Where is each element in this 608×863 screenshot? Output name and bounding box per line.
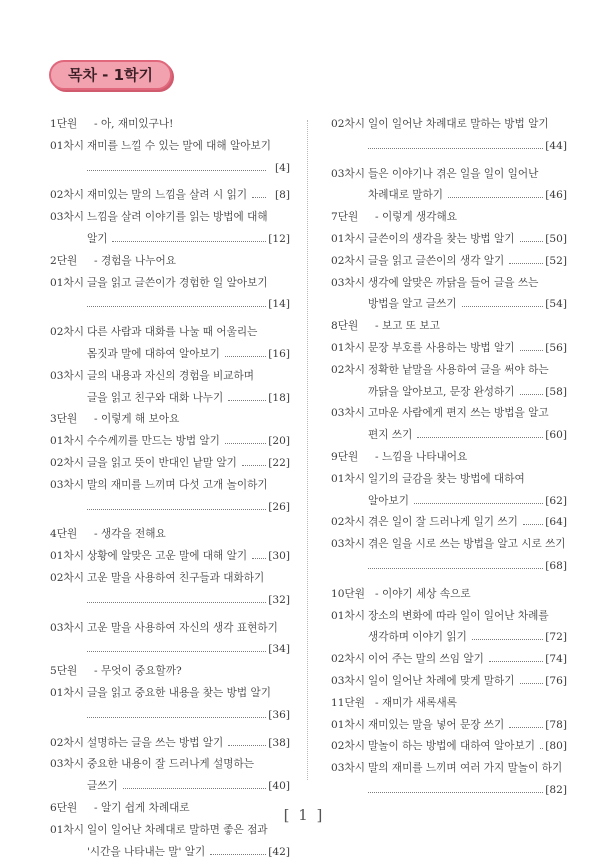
toc-entry-text: 일기의 글감을 찾는 방법에 대하여 bbox=[368, 469, 525, 491]
toc-entry-label: 5단원 bbox=[50, 661, 77, 683]
toc-entry-text: 이어 주는 말의 쓰임 알기 bbox=[368, 649, 484, 671]
toc-entry-text: 고운 말을 사용하여 친구들과 대화하기 bbox=[87, 568, 264, 590]
toc-entry bbox=[331, 114, 567, 136]
toc-page-ref: [68] bbox=[545, 556, 567, 578]
toc-entry-label: 03차시 bbox=[331, 403, 365, 425]
toc-unit-heading bbox=[50, 114, 290, 136]
toc-leader-dots bbox=[87, 602, 266, 603]
toc-page-ref: [20] bbox=[268, 431, 290, 453]
toc-right-column bbox=[331, 114, 567, 802]
toc-entry-label: 01차시 bbox=[50, 273, 84, 295]
toc-entry-text: 고마운 사람에게 편지 쓰는 방법을 알고 bbox=[368, 403, 549, 425]
toc-leader-dots bbox=[87, 306, 266, 307]
toc-entry-text: 일이 일어난 차례대로 말하면 좋은 점과 bbox=[87, 820, 268, 842]
toc-entry-continuation bbox=[50, 388, 290, 410]
toc-page-ref: [62] bbox=[545, 491, 567, 513]
toc-entry-text: 몸짓과 말에 대하여 알아보기 bbox=[87, 344, 220, 366]
toc-entry-continuation bbox=[50, 294, 290, 316]
toc-entry bbox=[50, 322, 290, 344]
toc-entry-label: 01차시 bbox=[331, 606, 365, 628]
toc-page-ref: [46] bbox=[545, 185, 567, 207]
toc-unit-heading bbox=[331, 447, 567, 469]
toc-entry-text: - 재미가 새록새록 bbox=[375, 693, 457, 715]
toc-leader-dots bbox=[228, 745, 266, 746]
toc-entry-continuation bbox=[50, 590, 290, 612]
toc-page-ref: [56] bbox=[545, 338, 567, 360]
toc-page-ref: [38] bbox=[268, 733, 290, 755]
toc-entry-continuation bbox=[50, 842, 290, 863]
toc-leader-dots bbox=[225, 356, 266, 357]
toc-entry-continuation bbox=[50, 344, 290, 366]
toc-entry bbox=[50, 453, 290, 475]
toc-entry-label: 9단원 bbox=[331, 447, 358, 469]
toc-entry-continuation bbox=[50, 776, 290, 798]
toc-page-ref: [82] bbox=[545, 780, 567, 802]
toc-entry bbox=[331, 403, 567, 425]
toc-page-ref: [74] bbox=[545, 649, 567, 671]
toc-leader-dots bbox=[87, 717, 266, 718]
toc-page-ref: [40] bbox=[268, 776, 290, 798]
toc-entry-text: - 무엇이 중요할까? bbox=[94, 661, 182, 683]
toc-entry-continuation bbox=[331, 556, 567, 578]
toc-entry bbox=[50, 273, 290, 295]
toc-entry-label: 01차시 bbox=[331, 715, 365, 737]
toc-entry-text: 알아보기 bbox=[368, 491, 409, 513]
toc-leader-dots bbox=[520, 241, 543, 242]
toc-entry-text: 일이 일어난 차례대로 말하는 방법 알기 bbox=[368, 114, 549, 136]
toc-leader-dots bbox=[210, 854, 266, 855]
toc-entry-text: 일이 일어난 차례에 맞게 말하기 bbox=[368, 671, 515, 693]
toc-page-ref: [54] bbox=[545, 294, 567, 316]
toc-entry-label: 02차시 bbox=[50, 185, 84, 207]
toc-entry-label: 02차시 bbox=[50, 568, 84, 590]
toc-leader-dots bbox=[472, 639, 543, 640]
toc-entry-label: 01차시 bbox=[331, 338, 365, 360]
toc-page-ref: [78] bbox=[545, 715, 567, 737]
toc-unit-heading bbox=[50, 251, 290, 273]
toc-entry-label: 3단원 bbox=[50, 409, 77, 431]
toc-entry-label: 02차시 bbox=[331, 360, 365, 382]
toc-unit-heading bbox=[331, 693, 567, 715]
toc-entry-text: 생각하며 이야기 읽기 bbox=[368, 627, 467, 649]
toc-entry-continuation bbox=[331, 627, 567, 649]
toc-entry-text: 고운 말을 사용하여 자신의 생각 표현하기 bbox=[87, 618, 278, 640]
toc-entry-text: - 보고 또 보고 bbox=[375, 316, 440, 338]
toc-entry-text: 들은 이야기나 겪은 일을 일이 일어난 bbox=[368, 164, 538, 186]
toc-entry bbox=[50, 207, 290, 229]
toc-entry-text: - 느낌을 나타내어요 bbox=[375, 447, 467, 469]
page-number: [ 1 ] bbox=[0, 806, 608, 824]
toc-entry-text: 장소의 변화에 따라 일이 일어난 차례를 bbox=[368, 606, 549, 628]
toc-entry-text: 글을 읽고 글쓴이가 경험한 일 알아보기 bbox=[87, 273, 268, 295]
toc-entry-text: 편지 쓰기 bbox=[368, 425, 412, 447]
toc-leader-dots bbox=[414, 503, 543, 504]
toc-entry-label: 4단원 bbox=[50, 524, 77, 546]
toc-entry-label: 02차시 bbox=[331, 649, 365, 671]
toc-page-ref: [80] bbox=[545, 736, 567, 758]
toc-entry-label: 01차시 bbox=[50, 820, 84, 842]
toc-entry-label: 01차시 bbox=[50, 683, 84, 705]
toc-entry bbox=[331, 273, 567, 295]
toc-left-column bbox=[50, 114, 290, 863]
toc-leader-dots bbox=[520, 350, 543, 351]
toc-page-ref: [12] bbox=[268, 229, 290, 251]
toc-page-ref: [36] bbox=[268, 705, 290, 727]
toc-entry-label: 03차시 bbox=[50, 207, 84, 229]
toc-leader-dots bbox=[509, 263, 543, 264]
toc-leader-dots bbox=[228, 400, 266, 401]
toc-entry-label: 03차시 bbox=[331, 164, 365, 186]
toc-entry-text: 말의 재미를 느끼며 다섯 고개 놀이하기 bbox=[87, 475, 268, 497]
toc-leader-dots bbox=[520, 683, 543, 684]
toc-entry-label: 01차시 bbox=[50, 136, 84, 158]
toc-page-ref: [14] bbox=[268, 294, 290, 316]
toc-entry-text: - 생각을 전해요 bbox=[94, 524, 166, 546]
toc-unit-heading bbox=[50, 524, 290, 546]
toc-page-ref: [8] bbox=[275, 185, 290, 207]
toc-leader-dots bbox=[252, 558, 266, 559]
toc-entry-label: 03차시 bbox=[50, 366, 84, 388]
toc-leader-dots bbox=[123, 788, 266, 789]
toc-entry-text: 설명하는 글을 쓰는 방법 알기 bbox=[87, 733, 223, 755]
toc-page-ref: [64] bbox=[545, 512, 567, 534]
toc-leader-dots bbox=[520, 394, 543, 395]
toc-entry-label: 2단원 bbox=[50, 251, 77, 273]
toc-leader-dots bbox=[417, 437, 543, 438]
toc-unit-heading bbox=[331, 316, 567, 338]
toc-leader-dots bbox=[489, 661, 543, 662]
toc-entry-continuation bbox=[331, 136, 567, 158]
toc-leader-dots bbox=[252, 197, 266, 198]
toc-entry-label: 02차시 bbox=[331, 114, 365, 136]
toc-entry-text: 수수께끼를 만드는 방법 알기 bbox=[87, 431, 220, 453]
toc-entry-continuation bbox=[50, 229, 290, 251]
toc-page-ref: [60] bbox=[545, 425, 567, 447]
toc-entry-text: 글쓴이의 생각을 찾는 방법 알기 bbox=[368, 229, 515, 251]
toc-entry-continuation bbox=[331, 294, 567, 316]
toc-page-ref: [58] bbox=[545, 382, 567, 404]
toc-page-ref: [50] bbox=[545, 229, 567, 251]
toc-entry-label: 03차시 bbox=[331, 534, 365, 556]
toc-page-ref: [30] bbox=[268, 546, 290, 568]
toc-entry-text: 차례대로 말하기 bbox=[368, 185, 443, 207]
toc-entry bbox=[50, 366, 290, 388]
toc-entry-text: 말의 재미를 느끼며 여러 가지 말놀이 하기 bbox=[368, 758, 562, 780]
toc-entry-text: 상황에 알맞은 고운 말에 대해 알기 bbox=[87, 546, 247, 568]
toc-page-ref: [52] bbox=[545, 251, 567, 273]
toc-entry-text: 글을 읽고 글쓴이의 생각 알기 bbox=[368, 251, 504, 273]
toc-entry-text: - 이렇게 해 보아요 bbox=[94, 409, 179, 431]
toc-entry-continuation bbox=[50, 639, 290, 661]
toc-entry bbox=[331, 649, 567, 671]
toc-entry-text: 알기 bbox=[87, 229, 107, 251]
toc-entry-continuation bbox=[50, 705, 290, 727]
toc-entry-text: - 알기 쉽게 차례대로 bbox=[94, 798, 190, 820]
toc-entry-text: - 이렇게 생각해요 bbox=[375, 207, 457, 229]
toc-page-ref: [34] bbox=[268, 639, 290, 661]
toc-page-ref: [4] bbox=[275, 158, 290, 180]
toc-page-ref: [32] bbox=[268, 590, 290, 612]
toc-entry bbox=[50, 185, 290, 207]
toc-leader-dots bbox=[112, 241, 266, 242]
toc-entry-text: 글을 읽고 뜻이 반대인 낱말 알기 bbox=[87, 453, 237, 475]
toc-page-ref: [26] bbox=[268, 497, 290, 519]
toc-leader-dots bbox=[368, 792, 543, 793]
toc-entry-text: 재미있는 말의 느낌을 살려 시 읽기 bbox=[87, 185, 247, 207]
toc-entry-text: 글을 읽고 친구와 대화 나누기 bbox=[87, 388, 223, 410]
toc-leader-dots bbox=[509, 727, 543, 728]
toc-unit-heading bbox=[331, 207, 567, 229]
toc-page-ref: [18] bbox=[268, 388, 290, 410]
toc-entry bbox=[50, 568, 290, 590]
toc-entry-label: 7단원 bbox=[331, 207, 358, 229]
toc-entry-label: 02차시 bbox=[50, 453, 84, 475]
toc-entry-label: 02차시 bbox=[50, 322, 84, 344]
toc-entry bbox=[331, 469, 567, 491]
toc-entry-label: 6단원 bbox=[50, 798, 77, 820]
toc-leader-dots bbox=[523, 524, 543, 525]
toc-page-ref: [76] bbox=[545, 671, 567, 693]
toc-entry bbox=[50, 733, 290, 755]
toc-entry-continuation bbox=[331, 491, 567, 513]
toc-entry-label: 11단원 bbox=[331, 693, 365, 715]
toc-page-ref: [42] bbox=[268, 842, 290, 863]
toc-page-ref: [16] bbox=[268, 344, 290, 366]
toc-entry-text: 재미있는 말을 넣어 문장 쓰기 bbox=[368, 715, 504, 737]
toc-entry-label: 03차시 bbox=[50, 754, 84, 776]
toc-entry bbox=[50, 754, 290, 776]
toc-page-ref: [72] bbox=[545, 627, 567, 649]
toc-entry-continuation bbox=[331, 382, 567, 404]
toc-entry bbox=[50, 546, 290, 568]
toc-entry-label: 01차시 bbox=[331, 229, 365, 251]
toc-entry bbox=[331, 251, 567, 273]
toc-entry-label: 02차시 bbox=[331, 736, 365, 758]
toc-entry-text: '시간을 나타내는 말' 알기 bbox=[87, 842, 205, 863]
toc-entry-text: 글의 내용과 자신의 경험을 비교하며 bbox=[87, 366, 254, 388]
toc-entry bbox=[331, 338, 567, 360]
toc-entry bbox=[331, 164, 567, 186]
toc-page-ref: [22] bbox=[268, 453, 290, 475]
toc-entry bbox=[50, 618, 290, 640]
toc-leader-dots bbox=[225, 443, 266, 444]
toc-entry-label: 8단원 bbox=[331, 316, 358, 338]
toc-entry-label: 02차시 bbox=[50, 733, 84, 755]
toc-entry bbox=[50, 136, 290, 158]
toc-entry-label: 03차시 bbox=[331, 671, 365, 693]
toc-entry-text: 글쓰기 bbox=[87, 776, 118, 798]
toc-entry bbox=[331, 671, 567, 693]
toc-entry bbox=[331, 606, 567, 628]
toc-entry-text: 재미를 느낄 수 있는 말에 대해 알아보기 bbox=[87, 136, 271, 158]
toc-entry-label: 01차시 bbox=[331, 469, 365, 491]
toc-entry-continuation bbox=[331, 185, 567, 207]
toc-entry bbox=[331, 758, 567, 780]
toc-entry bbox=[331, 715, 567, 737]
toc-entry-label: 03차시 bbox=[50, 475, 84, 497]
column-divider bbox=[307, 120, 308, 780]
toc-entry-label: 01차시 bbox=[50, 546, 84, 568]
toc-entry-text: 중요한 내용이 잘 드러나게 설명하는 bbox=[87, 754, 254, 776]
toc-leader-dots bbox=[448, 197, 543, 198]
toc-leader-dots bbox=[87, 509, 266, 510]
toc-entry-text: 까닭을 알아보고, 문장 완성하기 bbox=[368, 382, 515, 404]
toc-entry-label: 10단원 bbox=[331, 584, 365, 606]
toc-entry-text: - 아, 재미있구나! bbox=[94, 114, 173, 136]
toc-entry bbox=[50, 683, 290, 705]
toc-entry-text: 겪은 일이 잘 드러나게 일기 쓰기 bbox=[368, 512, 518, 534]
toc-entry-label: 03차시 bbox=[331, 273, 365, 295]
toc-entry-text: - 이야기 세상 속으로 bbox=[375, 584, 471, 606]
toc-entry-label: 03차시 bbox=[331, 758, 365, 780]
toc-leader-dots bbox=[87, 170, 266, 171]
toc-entry-continuation bbox=[331, 780, 567, 802]
toc-leader-dots bbox=[368, 568, 543, 569]
toc-entry bbox=[50, 475, 290, 497]
toc-entry-text: 정확한 낱말을 사용하여 글을 써야 하는 bbox=[368, 360, 549, 382]
toc-page-ref: [44] bbox=[545, 136, 567, 158]
toc-entry-label: 03차시 bbox=[50, 618, 84, 640]
toc-leader-dots bbox=[242, 465, 266, 466]
toc-title-badge: 목차 - 1학기 bbox=[49, 60, 172, 90]
toc-entry-text: 겪은 일을 시로 쓰는 방법을 알고 시로 쓰기 bbox=[368, 534, 566, 556]
toc-leader-dots bbox=[87, 651, 266, 652]
toc-entry-continuation bbox=[50, 158, 290, 180]
toc-entry-text: 문장 부호를 사용하는 방법 알기 bbox=[368, 338, 515, 360]
toc-entry bbox=[331, 736, 567, 758]
toc-entry-continuation bbox=[331, 425, 567, 447]
toc-entry-label: 01차시 bbox=[50, 431, 84, 453]
toc-entry-text: - 경험을 나누어요 bbox=[94, 251, 176, 273]
toc-unit-heading bbox=[50, 661, 290, 683]
toc-entry bbox=[331, 229, 567, 251]
toc-entry-text: 느낌을 살려 이야기를 읽는 방법에 대해 bbox=[87, 207, 268, 229]
toc-leader-dots bbox=[368, 148, 543, 149]
toc-entry bbox=[331, 360, 567, 382]
toc-entry-text: 방법을 알고 글쓰기 bbox=[368, 294, 457, 316]
toc-entry bbox=[331, 512, 567, 534]
toc-leader-dots bbox=[540, 748, 543, 749]
toc-entry-text: 생각에 알맞은 까닭을 들어 글을 쓰는 bbox=[368, 273, 538, 295]
toc-unit-heading bbox=[331, 584, 567, 606]
toc-entry-text: 다른 사람과 대화를 나눌 때 어울리는 bbox=[87, 322, 257, 344]
toc-entry-continuation bbox=[50, 497, 290, 519]
toc-entry-text: 글을 읽고 중요한 내용을 찾는 방법 알기 bbox=[87, 683, 271, 705]
toc-entry-text: 말놀이 하는 방법에 대하여 알아보기 bbox=[368, 736, 535, 758]
toc-entry bbox=[331, 534, 567, 556]
toc-entry-label: 1단원 bbox=[50, 114, 77, 136]
toc-entry bbox=[50, 431, 290, 453]
toc-entry-label: 02차시 bbox=[331, 512, 365, 534]
toc-leader-dots bbox=[462, 306, 543, 307]
toc-unit-heading bbox=[50, 409, 290, 431]
toc-entry-label: 02차시 bbox=[331, 251, 365, 273]
